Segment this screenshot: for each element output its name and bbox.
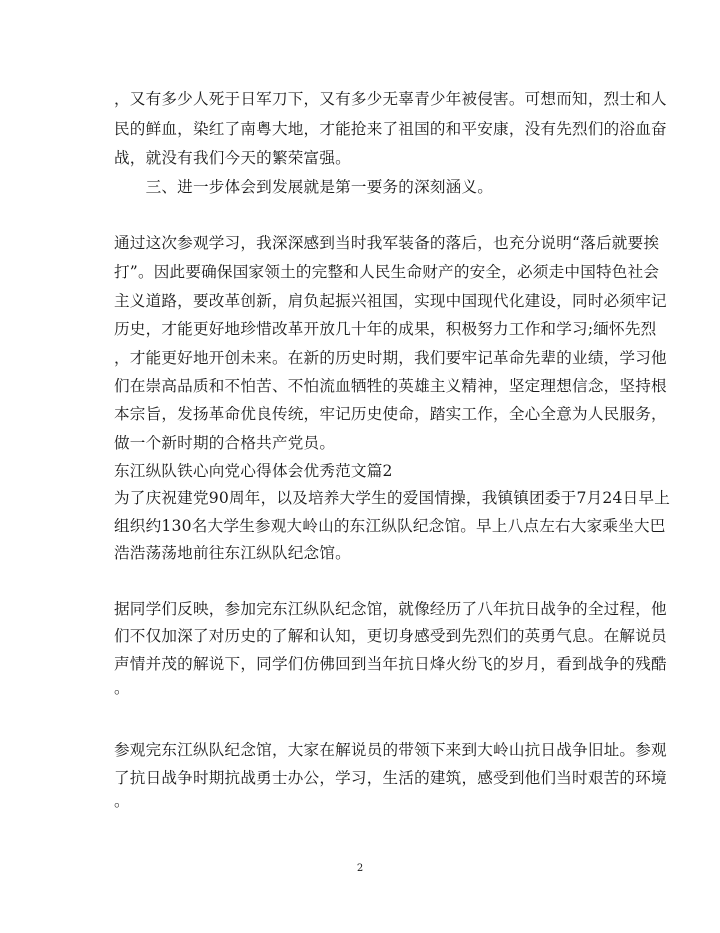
text-line: 。 — [114, 792, 130, 810]
text-line: 为了庆祝建党90周年，以及培养大学生的爱国情操，我镇镇团委于7月24日早上 — [114, 489, 671, 507]
text-line: 历史，才能更好地珍惜改革开放几十年的成果，积极努力工作和学习;缅怀先烈 — [114, 320, 657, 338]
text-line: 参观完东江纵队纪念馆，大家在解说员的带领下来到大岭山抗日战争旧址。参观 — [114, 741, 667, 759]
text-line: 声情并茂的解说下，同学们仿佛回到当年抗日烽火纷飞的岁月，看到战争的残酷 — [114, 655, 667, 673]
page-number: 2 — [356, 863, 364, 874]
text-line: ，才能更好地开创未来。在新的历史时期，我们要牢记革命先辈的业绩，学习他 — [114, 349, 667, 367]
text-line: 组织约130名大学生参观大岭山的东江纵队纪念馆。早上八点左右大家乘坐大巴 — [114, 517, 666, 535]
text-line: 通过这次参观学习，我深深感到当时我军装备的落后，也充分说明“落后就要挨 — [114, 234, 660, 252]
text-line: 浩浩荡荡地前往东江纵队纪念馆。 — [114, 544, 351, 562]
text-line: 。 — [114, 679, 130, 697]
text-line: ，又有多少人死于日军刀下，又有多少无辜青少年被侵害。可想而知，烈士和人 — [114, 90, 667, 108]
text-line: 做一个新时期的合格共产党员。 — [114, 434, 336, 452]
article-title: 东江纵队铁心向党心得体会优秀范文篇2 — [114, 462, 393, 480]
text-line: 们在崇高品质和不怕苦、不怕流血牺牲的英雄主义精神，坚定理想信念，坚持根 — [114, 377, 667, 395]
text-line: 本宗旨，发扬革命优良传统，牢记历史使命，踏实工作，全心全意为人民服务， — [114, 405, 667, 423]
text-line: 主义道路，要改革创新，肩负起振兴祖国，实现中国现代化建设，同时必须牢记 — [114, 292, 667, 310]
text-line: 们不仅加深了对历史的了解和认知，更切身感受到先烈们的英勇气息。在解说员 — [114, 627, 667, 645]
text-line: 了抗日战争时期抗战勇士办公，学习，生活的建筑，感受到他们当时艰苦的环境 — [114, 769, 667, 787]
section-heading: 三、进一步体会到发展就是第一要务的深刻涵义。 — [114, 178, 494, 196]
text-line: 战，就没有我们今天的繁荣富强。 — [114, 149, 351, 167]
text-line: 打”。因此要确保国家领土的完整和人民生命财产的安全，必须走中国特色社会 — [114, 263, 660, 281]
text-line: 据同学们反映，参加完东江纵队纪念馆，就像经历了八年抗日战争的全过程，他 — [114, 600, 667, 618]
text-line: 民的鲜血，染红了南粤大地，才能抢来了祖国的和平安康，没有先烈们的浴血奋 — [114, 120, 667, 138]
